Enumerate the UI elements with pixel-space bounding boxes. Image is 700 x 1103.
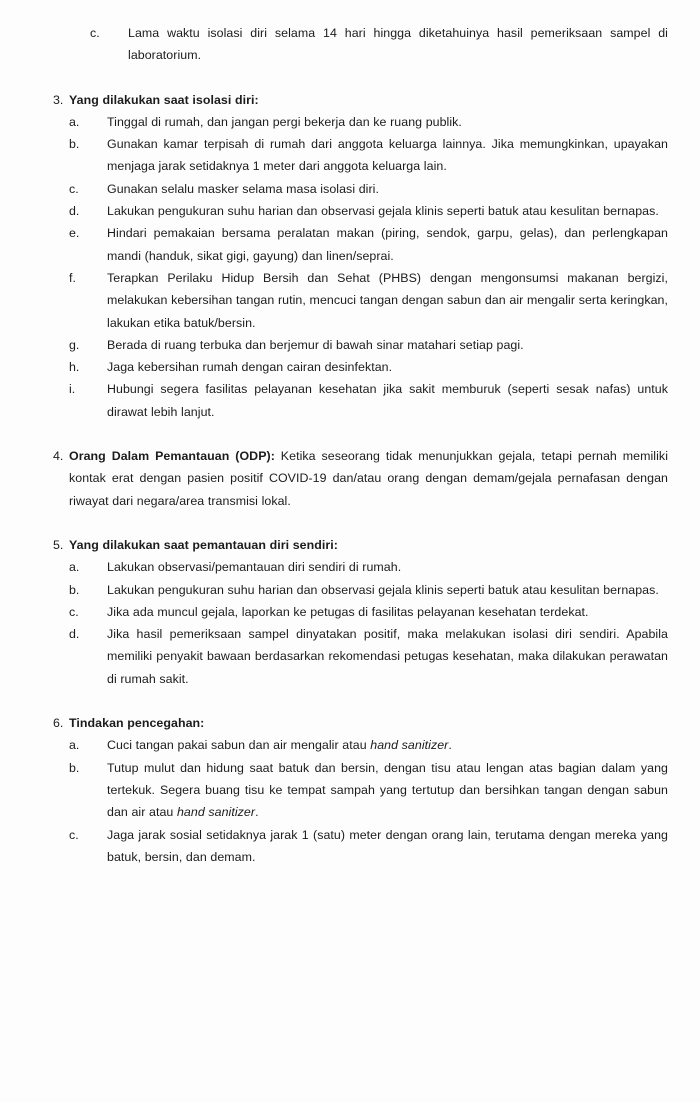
section-body (69, 89, 668, 423)
section-spacer (32, 512, 668, 534)
list-item-text (107, 200, 668, 222)
section-4 (32, 445, 668, 512)
section-spacer (32, 423, 668, 445)
list-marker: b. (69, 137, 80, 152)
list-item-text (107, 579, 668, 601)
section-heading: Yang dilakukan saat pemantauan diri sendiri: (69, 537, 338, 552)
list-item-text (128, 22, 668, 67)
text-after: . (448, 738, 452, 753)
list-item-text (107, 824, 668, 869)
section-6-sublist (69, 734, 668, 868)
section-heading: Yang dilakukan saat isolasi diri: (69, 92, 259, 107)
list-item (69, 356, 668, 378)
section-heading: Tindakan pencegahan: (69, 716, 205, 731)
section-number: 5. (53, 537, 64, 552)
list-item (69, 579, 668, 601)
list-item (69, 267, 668, 334)
list-item-text (107, 111, 668, 133)
section-number: 6. (53, 716, 64, 731)
list-item (69, 334, 668, 356)
section-number: 3. (53, 92, 64, 107)
list-item-text (107, 734, 668, 756)
list-item-text (107, 378, 668, 423)
list-item-text (107, 334, 668, 356)
section-spacer (32, 67, 668, 89)
paragraph: Jaga jarak sosial setidaknya jarak 1 (satu) meter dengan orang lain, terutama dengan mereka yang batuk, bersin, dan demam. (107, 827, 668, 864)
list-item (69, 556, 668, 578)
paragraph: Lama waktu isolasi diri selama 14 hari hingga diketahuinya hasil pemeriksaan sampel di laboratorium. (128, 26, 668, 63)
paragraph (107, 734, 668, 756)
list-marker: f. (69, 270, 76, 285)
list-marker: c. (90, 26, 100, 40)
list-marker: d. (69, 627, 80, 642)
list-marker: a. (69, 738, 80, 753)
list-marker: c. (69, 827, 79, 842)
italic-term: hand sanitizer (176, 805, 256, 820)
section-lead-term: Orang Dalam Pemantauan (ODP): (69, 449, 275, 464)
paragraph: Lakukan pengukuran suhu harian dan observasi gejala klinis seperti batuk atau kesulitan bernapas. (107, 204, 659, 219)
list-item-text (107, 222, 668, 267)
list-item-text (107, 178, 668, 200)
italic-term: hand sanitizer (370, 738, 449, 753)
paragraph: Hindari pemakaian bersama peralatan makan (piring, sendok, garpu, gelas), dan perlengkapan mandi (handuk, sikat gigi, gayung) dan linen/seprai. (107, 226, 668, 263)
paragraph (69, 445, 668, 512)
section-3-sublist (69, 111, 668, 423)
list-item-text (107, 133, 668, 178)
section-6 (32, 712, 668, 868)
list-marker: e. (69, 226, 80, 241)
section-lead-body: Ketika seseorang tidak menunjukkan gejala, tetapi pernah memiliki kontak erat dengan pasien positif COVID-19 dan/atau orang dengan demam/gejala pernafasan dengan riwayat dari negara/area transmisi lokal. (69, 449, 669, 508)
section-3 (32, 89, 668, 423)
section-number: 4. (53, 449, 64, 464)
list-item (69, 757, 668, 824)
section-spacer (32, 690, 668, 712)
list-marker: b. (69, 582, 80, 597)
list-item (69, 623, 668, 690)
list-item-text (107, 356, 668, 378)
paragraph: Terapkan Perilaku Hidup Bersih dan Sehat (PHBS) dengan mengonsumsi makanan bergizi, melakukan kebersihan tangan rutin, mencuci tangan dengan sabun dan air mengalir serta keringkan, lakukan etika batuk/bersin. (107, 270, 668, 330)
list-item (69, 133, 668, 178)
paragraph (107, 757, 668, 824)
list-marker: g. (69, 337, 80, 352)
list-item-text (107, 556, 668, 578)
list-marker: a. (69, 114, 80, 129)
paragraph: Berada di ruang terbuka dan berjemur di bawah sinar matahari setiap pagi. (107, 337, 524, 352)
paragraph: Lakukan pengukuran suhu harian dan observasi gejala klinis seperti batuk atau kesulitan bernapas. (107, 582, 659, 597)
paragraph: Jika hasil pemeriksaan sampel dinyatakan positif, maka melakukan isolasi diri sendiri. Apabila memiliki penyakit bawaan berdasarkan rekomendasi petugas kesehatan, maka dilakukan perawatan di rumah sakit. (107, 627, 668, 686)
section-5 (32, 534, 668, 690)
paragraph: Jaga kebersihan rumah dengan cairan desinfektan. (107, 360, 393, 375)
section-body (69, 712, 668, 868)
section-5-sublist (69, 556, 668, 690)
list-marker: h. (69, 360, 80, 375)
list-item (69, 601, 668, 623)
list-item (32, 22, 668, 67)
list-marker: i. (69, 382, 76, 397)
list-marker: d. (69, 204, 80, 219)
paragraph: Tinggal di rumah, dan jangan pergi bekerja dan ke ruang publik. (107, 114, 462, 129)
list-item-text (107, 601, 668, 623)
text-after: . (255, 805, 259, 820)
paragraph: Gunakan selalu masker selama masa isolasi diri. (107, 181, 379, 196)
list-item-text (107, 757, 668, 824)
paragraph: Lakukan observasi/pemantauan diri sendiri di rumah. (107, 560, 402, 575)
list-marker: c. (69, 181, 79, 196)
list-item (69, 824, 668, 869)
list-marker: c. (69, 604, 79, 619)
list-item-text (107, 267, 668, 334)
paragraph: Jika ada muncul gejala, laporkan ke petugas di fasilitas pelayanan kesehatan terdekat. (107, 604, 589, 619)
list-item (69, 200, 668, 222)
list-item (69, 111, 668, 133)
section-body (69, 534, 668, 690)
section-body (69, 445, 668, 512)
list-marker: a. (69, 560, 80, 575)
list-item (69, 378, 668, 423)
list-item (69, 178, 668, 200)
list-item-text (107, 623, 668, 690)
text-before: Cuci tangan pakai sabun dan air mengalir atau (107, 738, 371, 753)
paragraph: Hubungi segera fasilitas pelayanan kesehatan jika sakit memburuk (seperti sesak nafas) untuk dirawat lebih lanjut. (107, 382, 668, 419)
list-marker: b. (69, 760, 80, 775)
list-item (69, 734, 668, 756)
list-item (69, 222, 668, 267)
paragraph: Gunakan kamar terpisah di rumah dari anggota keluarga lainnya. Jika memungkinkan, upayakan menjaga jarak setidaknya 1 meter dari anggota keluarga lain. (107, 137, 668, 174)
text-before: Tutup mulut dan hidung saat batuk dan bersin, dengan tisu atau lengan atas bagian dalam yang tertekuk. Segera buang tisu ke tempat sampah yang tertutup dan bersihkan tangan dengan sabun dan air atau (107, 760, 668, 820)
